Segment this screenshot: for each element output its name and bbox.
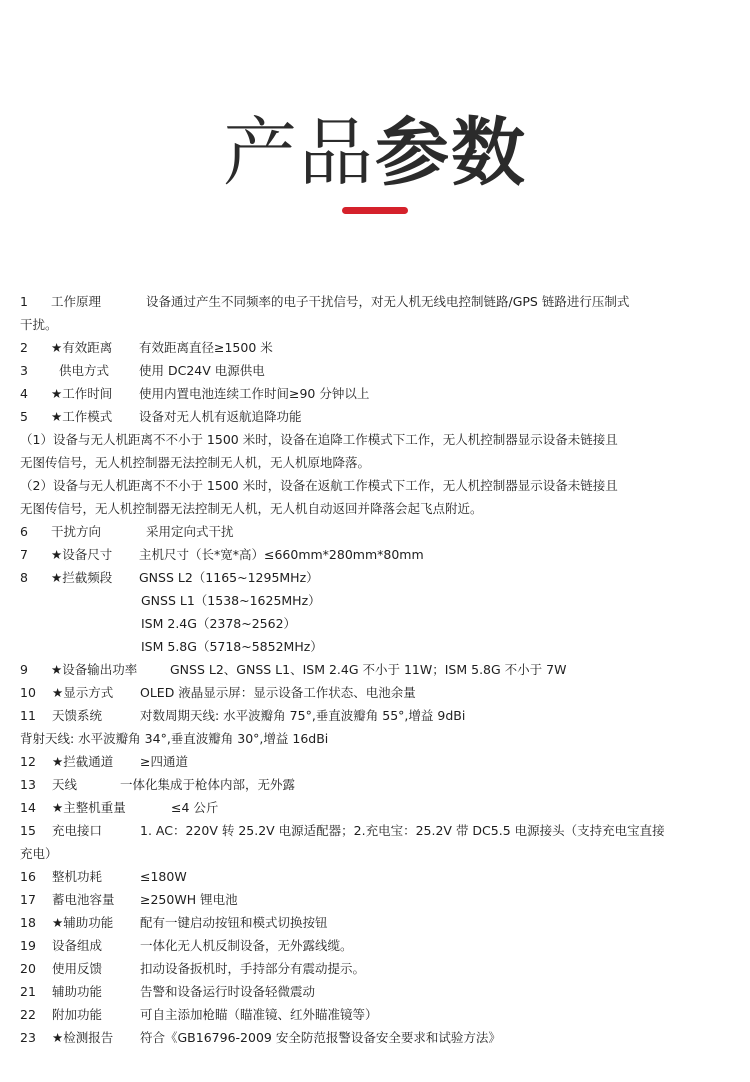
param-row-21	[20, 980, 730, 1003]
param-number: 5	[20, 409, 28, 424]
param-value: 告警和设备运行时设备轻微震动	[140, 984, 316, 999]
param-label: 工作原理	[51, 294, 102, 309]
mode-note-1-line1	[20, 428, 730, 451]
title-part2: 参数	[375, 110, 527, 196]
param-value-cont: 干扰。	[20, 317, 58, 332]
param-label: 天馈系统	[52, 708, 103, 723]
param-number: 19	[20, 938, 36, 953]
param-row-1-cont	[20, 313, 730, 336]
mode-note-1-line2	[20, 451, 730, 474]
param-number: 9	[20, 662, 28, 677]
param-row-16	[20, 865, 730, 888]
param-value: GNSS L2、GNSS L1、ISM 2.4G 不小于 11W；ISM 5.8G 不小于 7W	[170, 662, 567, 677]
param-value: ≥250WH 锂电池	[140, 892, 238, 907]
param-number: 13	[20, 777, 36, 792]
param-number: 15	[20, 823, 36, 838]
param-row-18	[20, 911, 730, 934]
param-value: ≤180W	[140, 869, 187, 884]
mode-note-text: 无图传信号，无人机控制器无法控制无人机，无人机自动返回并降落会起飞点附近。	[20, 501, 483, 516]
param-value: 设备通过产生不同频率的电子干扰信号，对无人机无线电控制链路/GPS 链路进行压制式	[146, 294, 630, 309]
param-label: ★拦截频段	[51, 570, 113, 585]
param-row-11	[20, 704, 730, 727]
param-label: 干扰方向	[51, 524, 102, 539]
param-number: 2	[20, 340, 28, 355]
param-label: ★有效距离	[51, 340, 113, 355]
param-row-10	[20, 681, 730, 704]
param-row-22	[20, 1003, 730, 1026]
page-title	[0, 108, 750, 198]
param-label: 蓄电池容量	[52, 892, 115, 907]
param-number: 17	[20, 892, 36, 907]
param-row-19	[20, 934, 730, 957]
band-line-4	[20, 635, 730, 658]
param-row-23	[20, 1026, 730, 1049]
param-number: 4	[20, 386, 28, 401]
param-label: 附加功能	[52, 1007, 103, 1022]
param-number: 18	[20, 915, 36, 930]
param-label: ★设备尺寸	[51, 547, 113, 562]
param-row-13	[20, 773, 730, 796]
param-value: 使用内置电池连续工作时间≥90 分钟以上	[139, 386, 370, 401]
param-number: 10	[20, 685, 36, 700]
param-value: 对数周期天线: 水平波瓣角 75°,垂直波瓣角 55°,增益 9dBi	[140, 708, 466, 723]
param-value-cont: 充电）	[20, 846, 58, 861]
param-row-4	[20, 382, 730, 405]
param-number: 21	[20, 984, 36, 999]
antenna-backfire-line	[20, 727, 730, 750]
param-label: ★显示方式	[52, 685, 114, 700]
param-value: 一体化集成于枪体内部，无外露	[120, 777, 296, 792]
param-number: 1	[20, 294, 28, 309]
param-value: 主机尺寸（长*宽*高）≤660mm*280mm*80mm	[139, 547, 424, 562]
param-number: 3	[20, 363, 28, 378]
param-label: ★检测报告	[52, 1030, 114, 1045]
antenna-value: 背射天线: 水平波瓣角 34°,垂直波瓣角 30°,增益 16dBi	[20, 731, 329, 746]
param-label: 辅助功能	[52, 984, 103, 999]
param-label: 天线	[52, 777, 78, 792]
param-number: 8	[20, 570, 28, 585]
param-row-15	[20, 819, 730, 842]
param-row-12	[20, 750, 730, 773]
param-number: 23	[20, 1030, 36, 1045]
param-value: ≤4 公斤	[171, 800, 219, 815]
param-number: 16	[20, 869, 36, 884]
param-value: ≥四通道	[140, 754, 188, 769]
mode-note-2-line1	[20, 474, 730, 497]
param-label: 充电接口	[52, 823, 103, 838]
band-value: GNSS L1（1538~1625MHz）	[141, 593, 321, 608]
param-label: ★设备输出功率	[51, 662, 138, 677]
param-row-8	[20, 566, 730, 589]
param-number: 7	[20, 547, 28, 562]
param-number: 22	[20, 1007, 36, 1022]
param-row-7	[20, 543, 730, 566]
param-row-9	[20, 658, 730, 681]
param-label: ★拦截通道	[52, 754, 114, 769]
param-label: ★辅助功能	[52, 915, 114, 930]
param-value: 扣动设备扳机时，手持部分有震动提示。	[140, 961, 366, 976]
param-label: 供电方式	[51, 363, 109, 378]
param-number: 20	[20, 961, 36, 976]
param-label: 整机功耗	[52, 869, 103, 884]
param-row-1	[20, 290, 730, 313]
param-value: OLED 液晶显示屏：显示设备工作状态、电池余量	[140, 685, 416, 700]
mode-note-text: （1）设备与无人机距离不不小于 1500 米时，设备在追降工作模式下工作，无人机控制器显示设备未链接且	[20, 432, 618, 447]
param-value: 采用定向式干扰	[146, 524, 234, 539]
param-number: 14	[20, 800, 36, 815]
param-number: 6	[20, 524, 28, 539]
param-number: 11	[20, 708, 36, 723]
band-value: ISM 5.8G（5718~5852MHz）	[141, 639, 323, 654]
param-value: GNSS L2（1165~1295MHz）	[139, 570, 319, 585]
param-value: 设备对无人机有返航追降功能	[139, 409, 302, 424]
param-label: ★工作模式	[51, 409, 113, 424]
band-line-3	[20, 612, 730, 635]
param-row-14	[20, 796, 730, 819]
param-label: 使用反馈	[52, 961, 103, 976]
param-value: 配有一键启动按钮和模式切换按钮	[140, 915, 328, 930]
param-label: 设备组成	[52, 938, 103, 953]
param-value: 可自主添加枪瞄（瞄准镜、红外瞄准镜等）	[140, 1007, 378, 1022]
mode-note-2-line2	[20, 497, 730, 520]
param-value: 符合《GB16796-2009 安全防范报警设备安全要求和试验方法》	[140, 1030, 501, 1045]
param-row-3	[20, 359, 730, 382]
mode-note-text: （2）设备与无人机距离不不小于 1500 米时，设备在返航工作模式下工作，无人机控制器显示设备未链接且	[20, 478, 618, 493]
title-part1: 产品	[223, 110, 375, 196]
band-value: ISM 2.4G（2378~2562）	[141, 616, 297, 631]
band-line-2	[20, 589, 730, 612]
param-value: 一体化无人机反制设备，无外露线缆。	[140, 938, 353, 953]
param-row-17	[20, 888, 730, 911]
param-value: 有效距离直径≥1500 米	[139, 340, 273, 355]
param-value: 使用 DC24V 电源供电	[139, 363, 265, 378]
mode-note-text: 无图传信号，无人机控制器无法控制无人机，无人机原地降落。	[20, 455, 371, 470]
title-underline	[342, 207, 408, 214]
param-value: 1. AC：220V 转 25.2V 电源适配器；2.充电宝：25.2V 带 DC5.5 电源接头（支持充电宝直接	[140, 823, 665, 838]
param-number: 12	[20, 754, 36, 769]
param-row-2	[20, 336, 730, 359]
param-row-6	[20, 520, 730, 543]
param-row-15-cont	[20, 842, 730, 865]
param-label: ★工作时间	[51, 386, 113, 401]
parameter-list	[20, 290, 730, 1049]
param-label: ★主整机重量	[52, 800, 126, 815]
param-row-5	[20, 405, 730, 428]
param-row-20	[20, 957, 730, 980]
